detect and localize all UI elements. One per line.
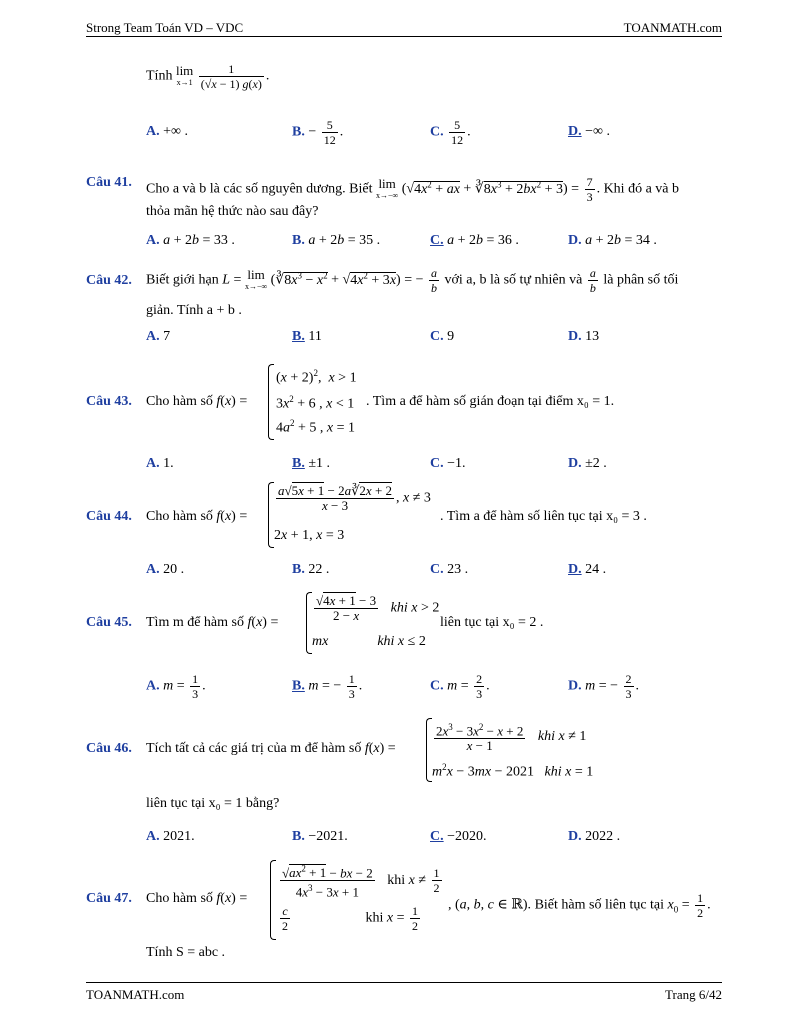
q45-number: Câu 45.: [86, 615, 132, 630]
q47-pre: Cho hàm số f(x) =: [146, 891, 248, 906]
q45-opt-c[interactable]: C. m = $\frac{2}{3}$ .: [430, 672, 490, 701]
q43-opt-c[interactable]: C. −1.: [430, 456, 466, 471]
q46-opt-c[interactable]: C. −2020.: [430, 829, 487, 844]
q44-opt-a[interactable]: A. 20 .: [146, 562, 185, 577]
q46-opt-d[interactable]: D. 2022 .: [568, 829, 621, 844]
q41-opt-a[interactable]: A. a + 2b = 33 .: [146, 233, 235, 248]
q43-opt-d[interactable]: D. ±2 .: [568, 456, 607, 471]
q47-brace: [270, 860, 276, 940]
q40-opt-c[interactable]: C. $\frac{5}{12}$ .: [430, 118, 471, 147]
q46-case2: $m^2x - 3mx - 2021$ khi x = 1: [432, 762, 594, 780]
q46-opt-b[interactable]: B. −2021.: [292, 829, 348, 844]
q44-opt-d[interactable]: D. 24 .: [568, 562, 607, 577]
q47-line2: Tính S = abc .: [146, 945, 226, 960]
q43-case2: $3x^2 + 6$ , x < 1: [276, 394, 355, 412]
q41-opt-b[interactable]: B. a + 2b = 35 .: [292, 233, 381, 248]
q44-opt-c[interactable]: C. 23 .: [430, 562, 469, 577]
q42-opt-c[interactable]: C. 9: [430, 329, 455, 344]
q41-number: Câu 41.: [86, 175, 132, 190]
q42-opt-b[interactable]: B. 11: [292, 329, 322, 344]
header-left: Strong Team Toán VD – VDC: [86, 20, 244, 35]
q47-post: , (a, b, c ∈ ℝ). Biết hàm số liên tục tại $x_0$ = $\frac{1}{2}$ .: [448, 891, 711, 920]
q41-opt-d[interactable]: D. a + 2b = 34 .: [568, 233, 657, 248]
q40-fraction: $\frac{1}{(√x - 1) g(x)}$: [200, 62, 262, 91]
q45-case2: mx khi x ≤ 2: [312, 634, 426, 649]
q43-opt-b[interactable]: B. ±1 .: [292, 456, 331, 471]
q42-opt-a[interactable]: A. 7: [146, 329, 171, 344]
footer-left: TOANMATH.com: [86, 987, 185, 1002]
q40-opt-a[interactable]: A. +∞ .: [146, 124, 189, 139]
page-footer: [86, 982, 722, 1003]
header-right: TOANMATH.com: [623, 20, 722, 35]
q44-pre: Cho hàm số f(x) =: [146, 509, 248, 524]
q40-opt-b[interactable]: B. − $\frac{5}{12}$ .: [292, 118, 344, 147]
q43-number: Câu 43.: [86, 394, 132, 409]
lim-symbol: lim x→1: [175, 62, 194, 87]
q40-stem: Tính lim x→1 $\frac{1}{(√x - 1) g(x)}$ .: [146, 62, 270, 91]
q41-stem: Cho a và b là các số nguyên dương. Biết lim x→−∞ ($√4x^2$ + ax + $∛8x^3 + 2bx^2 + 3$) = $\frac{7}{3}$ . Khi đó a và b: [146, 175, 679, 204]
q44-post: . Tìm a để hàm số liên tục tại x₀ = 3 .: [440, 509, 647, 524]
q41-opt-c[interactable]: C. a + 2b = 36 .: [430, 233, 519, 248]
page-header: [86, 18, 722, 37]
q43-case1: $(x + 2)^2$, x > 1: [276, 368, 357, 386]
q44-case2: 2x + 1, x = 3: [274, 528, 345, 543]
q42-line2: giản. Tính a + b .: [146, 303, 242, 318]
q46-number: Câu 46.: [86, 741, 132, 756]
q42-number: Câu 42.: [86, 273, 132, 288]
footer-right: Trang 6/42: [665, 987, 722, 1002]
q46-pre: Tích tất cả các giá trị của m để hàm số f(x) =: [146, 741, 396, 756]
q43-case3: $4a^2 + 5$ , x = 1: [276, 418, 356, 436]
q44-opt-b[interactable]: B. 22 .: [292, 562, 330, 577]
q46-opt-a[interactable]: A. 2021.: [146, 829, 195, 844]
q45-pre: Tìm m để hàm số f(x) =: [146, 615, 279, 630]
q47-number: Câu 47.: [86, 891, 132, 906]
q45-opt-a[interactable]: A. m = $\frac{1}{3}$ .: [146, 672, 206, 701]
q41-line2: thỏa mãn hệ thức nào sau đây?: [146, 204, 319, 219]
q47-case2: $\frac{c}{2}$ khi x = $\frac{1}{2}$: [282, 904, 419, 933]
q43-brace: [268, 364, 274, 440]
q44-number: Câu 44.: [86, 509, 132, 524]
q43-post: . Tìm a để hàm số gián đoạn tại điểm x₀ = 1.: [366, 394, 615, 409]
q45-case1: $\frac{√4x + 1 - 3}{2 - x}$ khi x > 2: [316, 593, 440, 623]
q43-pre: Cho hàm số f(x) =: [146, 394, 248, 409]
q40-opt-d[interactable]: D. −∞ .: [568, 124, 611, 139]
q42-stem: Biết giới hạn L = lim x→−∞ $(∛8x^3 - x^2 + √4x^2 + 3x)$ = − $\frac{a}{b}$ với a, b là số tự nhiên và $\frac{a}{b}$ là phân số tối: [146, 266, 679, 295]
q47-case1: $\frac{√ax^2 + 1 - bx - 2}{4x^3 - 3x + 1}$ khi x ≠ $\frac{1}{2}$: [282, 864, 440, 900]
q45-opt-d[interactable]: D. m = − $\frac{2}{3}$ .: [568, 672, 640, 701]
q45-opt-b[interactable]: B. m = − $\frac{1}{3}$ .: [292, 672, 363, 701]
q45-post: liên tục tại x₀ = 2 .: [440, 615, 544, 630]
q46-case1: $\frac{2x^3 - 3x^2 - x + 2}{x - 1}$ khi x ≠ 1: [436, 722, 587, 754]
q44-case1: $\frac{a√5x + 1 - 2a∛2x + 2}{x - 3}$ , x ≠ 3: [278, 483, 431, 513]
q46-line2: liên tục tại x₀ = 1 bằng?: [146, 796, 280, 811]
q42-opt-d[interactable]: D. 13: [568, 329, 600, 344]
q43-opt-a[interactable]: A. 1.: [146, 456, 174, 471]
